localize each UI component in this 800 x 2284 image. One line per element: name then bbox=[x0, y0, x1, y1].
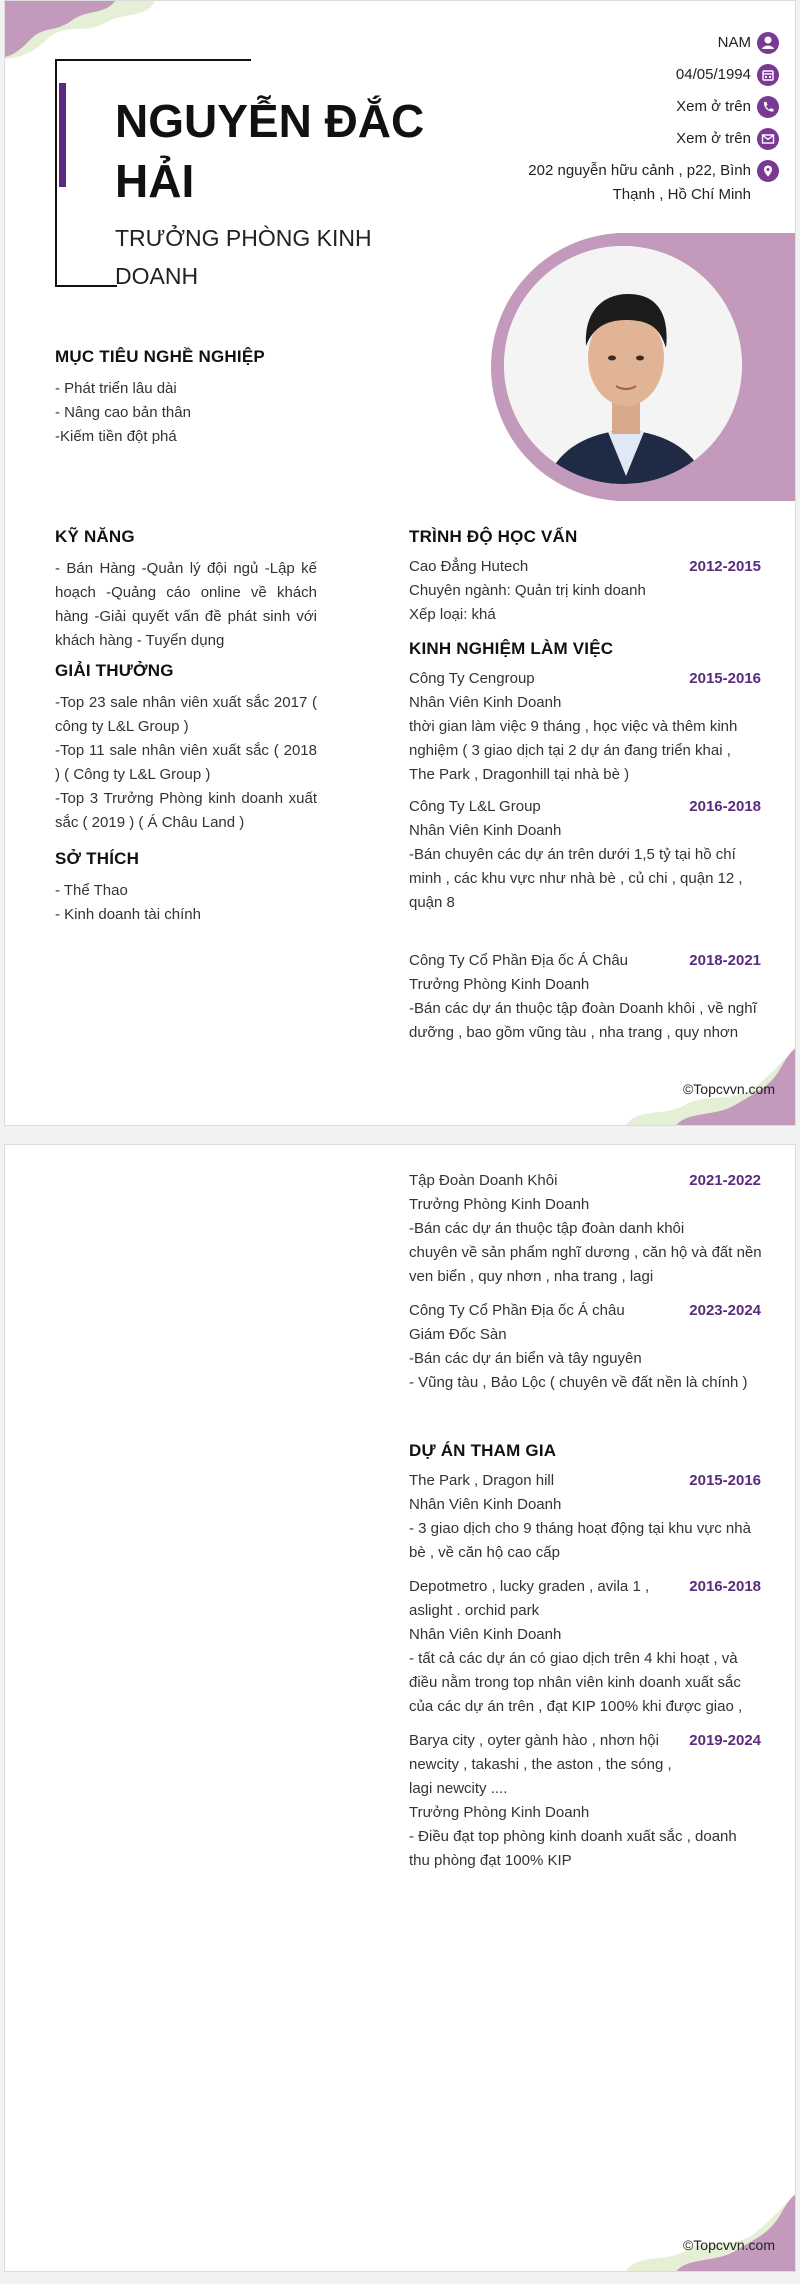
profile-photo bbox=[501, 243, 745, 487]
project-desc-line: điều nằm trong top nhân viên kinh doanh xuất sắc bbox=[409, 1674, 741, 1691]
experience-entry bbox=[409, 949, 781, 1045]
experience-entry bbox=[409, 1299, 781, 1395]
user-icon bbox=[757, 32, 779, 54]
experience-company: Công Ty Cổ Phần Địa ốc Á Châu bbox=[409, 952, 629, 969]
experience-desc-line: quận 8 bbox=[409, 894, 455, 911]
education-major: Chuyên ngành: Quản trị kinh doanh bbox=[409, 582, 646, 599]
experience-years: 2016-2018 bbox=[689, 798, 761, 815]
project-years: 2016-2018 bbox=[689, 1578, 761, 1595]
phone-value: Xem ở trên bbox=[676, 98, 751, 115]
objective-heading: MỤC TIÊU NGHỀ NGHIỆP bbox=[55, 347, 265, 366]
experience-desc-line: minh , các khu vực như nhà bè , củ chi , quận 12 , bbox=[409, 870, 743, 887]
objective-item: -Kiếm tiền đột phá bbox=[55, 428, 177, 445]
project-name: newcity , takashi , the aston , the sóng , bbox=[409, 1756, 672, 1773]
experience-desc-line: ven biển , quy nhơn , nha trang , lagi bbox=[409, 1268, 654, 1285]
experience-company: Công Ty L&L Group bbox=[409, 798, 541, 815]
project-name: The Park , Dragon hill bbox=[409, 1472, 555, 1489]
project-role: Trưởng Phòng Kinh Doanh bbox=[409, 1804, 590, 1821]
project-entry bbox=[409, 1729, 781, 1873]
experience-desc-line: -Bán chuyên các dự án trên dưới 1,5 tỷ tại hồ chí bbox=[409, 846, 736, 863]
address-line-2: Thạnh , Hồ Chí Minh bbox=[612, 186, 751, 203]
job-title-line-1: TRƯỞNG PHÒNG KINH bbox=[115, 225, 372, 251]
experience-desc-line: dưỡng , bao gồm vũng tàu , nha trang , quy nhơn bbox=[409, 1024, 739, 1041]
experience-years: 2018-2021 bbox=[689, 952, 761, 969]
experience-years: 2021-2022 bbox=[689, 1172, 761, 1189]
experience-years: 2023-2024 bbox=[689, 1302, 761, 1319]
project-desc-line: thu phòng đạt 100% KIP bbox=[409, 1852, 572, 1869]
footer-blob-decoration bbox=[605, 2193, 796, 2272]
mail-icon bbox=[757, 128, 779, 150]
calendar-icon bbox=[757, 64, 779, 86]
experience-company: Tập Đoàn Doanh Khôi bbox=[409, 1172, 558, 1189]
objective-item: - Nâng cao bản thân bbox=[55, 404, 191, 421]
job-title-line-2: DOANH bbox=[115, 263, 199, 289]
experience-company: Công Ty Cengroup bbox=[409, 670, 535, 687]
email-value: Xem ở trên bbox=[676, 130, 751, 147]
experience-desc-line: nghiệm ( 3 giao dịch tại 2 dự án đang triển khai , bbox=[409, 742, 731, 759]
project-desc-line: - 3 giao dịch cho 9 tháng hoạt động tại khu vực nhà bbox=[409, 1520, 751, 1537]
experience-desc-line: - Vũng tàu , Bảo Lộc ( chuyên về đất nền là chính ) bbox=[409, 1374, 748, 1391]
project-desc-line: - tất cả các dự án có giao dịch trên 4 khi hoạt , và bbox=[409, 1650, 738, 1667]
experience-role: Nhân Viên Kinh Doanh bbox=[409, 694, 562, 711]
map-pin-icon bbox=[757, 160, 779, 182]
project-role: Nhân Viên Kinh Doanh bbox=[409, 1626, 562, 1643]
experience-desc-line: The Park , Dragonhill tại nhà bè ) bbox=[409, 766, 630, 783]
footer-brand: ©Topcvvn.com bbox=[682, 2237, 775, 2253]
address-value bbox=[528, 159, 751, 207]
corner-blob-decoration bbox=[5, 1, 165, 61]
award-item: -Top 23 sale nhân viên xuất sắc 2017 ( công ty L&L Group ) bbox=[55, 694, 317, 735]
name-line-2: HẢI bbox=[115, 155, 195, 207]
project-name: Barya city , oyter gành hào , nhơn hội bbox=[409, 1732, 659, 1749]
hobby-item: - Thể Thao bbox=[55, 882, 128, 899]
skills-text: - Bán Hàng -Quản lý đội ngủ -Lập kế hoạch -Quảng cáo online về khách hàng -Giải quyết vấn đề phát sinh với khách hàng - Tuyển dụng bbox=[55, 560, 317, 649]
experience-desc-line: -Bán các dự án biển và tây nguyên bbox=[409, 1350, 642, 1367]
experience-entry bbox=[409, 795, 781, 915]
award-item: -Top 11 sale nhân viên xuất sắc ( 2018 ) ( Công ty L&L Group ) bbox=[55, 742, 317, 783]
objective-item: - Phát triển lâu dài bbox=[55, 380, 177, 397]
project-desc-line: - Điều đạt top phòng kinh doanh xuất sắc , doanh bbox=[409, 1828, 737, 1845]
candidate-name bbox=[115, 91, 424, 211]
project-desc-line: bè , về căn hộ cao cấp bbox=[409, 1544, 560, 1561]
hobbies-heading: SỞ THÍCH bbox=[55, 849, 140, 868]
awards-heading: GIẢI THƯỞNG bbox=[55, 661, 174, 680]
education-entry bbox=[409, 555, 781, 627]
accent-bar bbox=[59, 83, 66, 187]
frame-left-line bbox=[55, 59, 57, 287]
education-heading: TRÌNH ĐỘ HỌC VẤN bbox=[409, 527, 578, 546]
phone-icon bbox=[757, 96, 779, 118]
frame-bottom-line bbox=[55, 285, 117, 287]
cv-page-2 bbox=[4, 1144, 796, 2272]
award-item: -Top 3 Trưởng Phòng kinh doanh xuất sắc ( 2019 ) ( Á Châu Land ) bbox=[55, 790, 317, 831]
experience-desc-line: chuyên về sản phẩm nghĩ dương , căn hộ và đất nền bbox=[409, 1244, 762, 1261]
project-name: Depotmetro , lucky graden , avila 1 , bbox=[409, 1578, 650, 1595]
awards-list bbox=[55, 691, 317, 835]
experience-role: Trưởng Phòng Kinh Doanh bbox=[409, 1196, 590, 1213]
experience-entry bbox=[409, 667, 781, 787]
education-school: Cao Đẳng Hutech bbox=[409, 558, 529, 575]
skills-heading: KỸ NĂNG bbox=[55, 527, 135, 546]
project-name: lagi newcity .... bbox=[409, 1780, 508, 1797]
project-name: aslight . orchid park bbox=[409, 1602, 540, 1619]
cv-page-1 bbox=[4, 0, 796, 1126]
project-years: 2015-2016 bbox=[689, 1472, 761, 1489]
experience-desc-line: thời gian làm việc 9 tháng , học việc và thêm kinh bbox=[409, 718, 738, 735]
project-desc-line: của các dự án trên , đạt KIP 100% khi được giao , bbox=[409, 1698, 743, 1715]
experience-role: Trưởng Phòng Kinh Doanh bbox=[409, 976, 590, 993]
project-entry bbox=[409, 1469, 781, 1565]
footer-brand: ©Topcvvn.com bbox=[682, 1081, 775, 1097]
address-line-1: 202 nguyễn hữu cảnh , p22, Bình bbox=[528, 162, 751, 179]
experience-role: Nhân Viên Kinh Doanh bbox=[409, 822, 562, 839]
frame-top-line bbox=[55, 59, 251, 61]
gender-value: NAM bbox=[717, 34, 751, 51]
experience-years: 2015-2016 bbox=[689, 670, 761, 687]
hobbies-list bbox=[55, 879, 317, 927]
experience-role: Giám Đốc Sàn bbox=[409, 1326, 507, 1343]
experience-heading: KINH NGHIỆM LÀM VIỆC bbox=[409, 639, 614, 658]
education-years: 2012-2015 bbox=[689, 558, 761, 575]
experience-desc-line: -Bán các dự án thuộc tập đoàn danh khôi bbox=[409, 1220, 685, 1237]
experience-company: Công Ty Cổ Phần Địa ốc Á châu bbox=[409, 1302, 625, 1319]
project-years: 2019-2024 bbox=[689, 1732, 761, 1749]
hobby-item: - Kinh doanh tài chính bbox=[55, 906, 201, 923]
project-entry bbox=[409, 1575, 781, 1719]
dob-value: 04/05/1994 bbox=[675, 66, 751, 83]
education-grade: Xếp loại: khá bbox=[409, 606, 496, 623]
job-title bbox=[115, 219, 372, 295]
projects-heading: DỰ ÁN THAM GIA bbox=[409, 1441, 557, 1460]
experience-entry bbox=[409, 1169, 781, 1289]
name-line-1: NGUYỄN ĐẮC bbox=[115, 95, 425, 147]
objective-list bbox=[55, 377, 355, 449]
project-role: Nhân Viên Kinh Doanh bbox=[409, 1496, 562, 1513]
experience-desc-line: -Bán các dự án thuộc tập đoàn Doanh khôi , về nghĩ bbox=[409, 1000, 757, 1017]
